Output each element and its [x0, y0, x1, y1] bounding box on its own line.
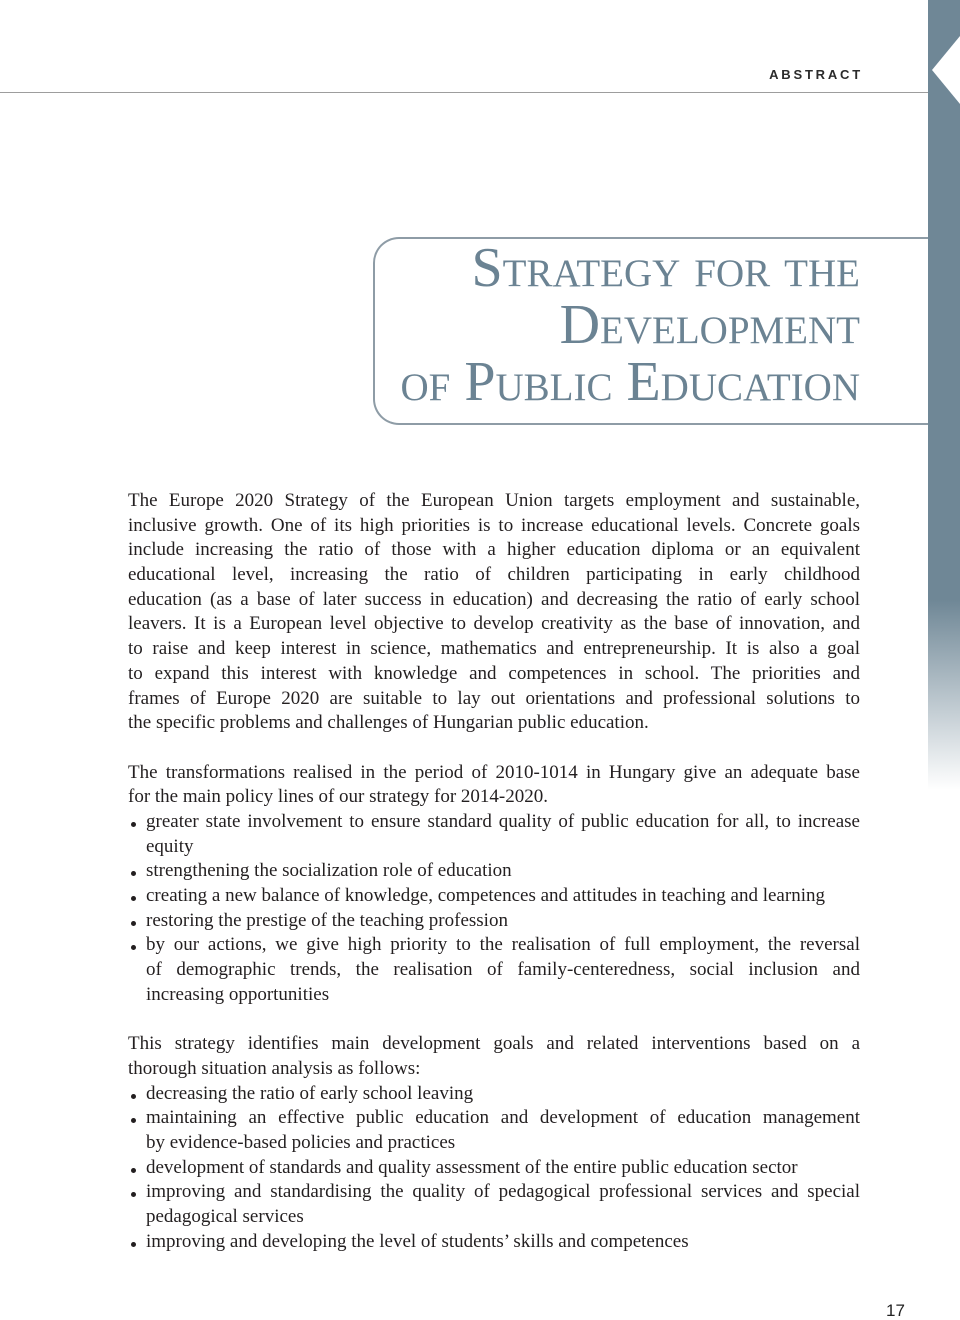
text-line: the specific problems and challenges of Hungarian public education.: [128, 712, 649, 734]
title-line: Development: [559, 294, 860, 356]
text-line: inclusive growth. One of its high priorities is to increase educational levels. Concrete goals: [128, 514, 860, 536]
title-line: of Public Education: [400, 351, 860, 413]
text-line: The Europe 2020 Strategy of the European Union targets employment and sustainable,: [128, 490, 860, 511]
list-item: [128, 859, 860, 884]
bullet-icon: [131, 945, 136, 950]
title-line: Strategy for the: [471, 237, 860, 299]
side-tab-notch-icon: [928, 0, 960, 140]
text-line: by our actions, we give high priority to the realisation of full employment, the reversal: [146, 934, 860, 956]
intro-paragraph: [128, 489, 860, 736]
list-item: [128, 1106, 860, 1155]
bullet-icon: [131, 1118, 136, 1123]
text-line: greater state involvement to ensure standard quality of public education for all, to increase: [146, 810, 860, 832]
bullet-icon: [131, 1192, 136, 1197]
text-line: thorough situation analysis as follows:: [128, 1057, 421, 1079]
body-text: [128, 489, 860, 1254]
text-line: development of standards and quality assessment of the entire public education sector: [146, 1156, 798, 1178]
list-item: [128, 933, 860, 1007]
goals-section: [128, 1032, 860, 1254]
text-line: to expand this interest with knowledge and competences in school. The priorities and: [128, 662, 860, 684]
text-line: creating a new balance of knowledge, competences and attitudes in teaching and learning: [146, 885, 825, 906]
text-line: restoring the prestige of the teaching profession: [146, 909, 508, 931]
list-item: [128, 1156, 860, 1181]
page-number: 17: [886, 1301, 905, 1320]
bullet-icon: [131, 1168, 136, 1173]
section-label: ABSTRACT: [769, 67, 863, 82]
text-line: The transformations realised in the period of 2010-1014 in Hungary give an adequate base: [128, 761, 860, 783]
list-item: [128, 1180, 860, 1229]
text-line: include increasing the ratio of those with a higher education diploma or an equivalent: [128, 539, 860, 561]
list-item: [128, 909, 860, 934]
bullet-icon: [131, 871, 136, 876]
bullet-icon: [131, 822, 136, 827]
bullet-icon: [131, 1094, 136, 1099]
text-line: for the main policy lines of our strategy for 2014-2020.: [128, 786, 549, 808]
text-line: of demographic trends, the realisation of family-centeredness, social inclusion and: [146, 959, 860, 981]
text-line: increasing opportunities: [146, 983, 330, 1005]
list-item: [128, 810, 860, 859]
text-line: This strategy identifies main development goals and related interventions based on a: [128, 1033, 860, 1055]
bullet-icon: [131, 1242, 136, 1247]
text-line: strengthening the socialization role of education: [146, 860, 512, 882]
text-line: education (as a base of later success in education) and decreasing the ratio of early school: [128, 588, 860, 610]
text-line: educational level, increasing the ratio of children participating in early childhood: [128, 564, 860, 586]
text-line: to raise and keep interest in science, mathematics and entrepreneurship. It is also a goal: [128, 638, 860, 660]
text-line: improving and developing the level of students’ skills and competences: [146, 1230, 689, 1252]
bullet-icon: [131, 896, 136, 901]
text-line: frames of Europe 2020 are suitable to lay out orientations and professional solutions to: [128, 687, 860, 709]
text-line: decreasing the ratio of early school leaving: [146, 1082, 474, 1104]
text-line: maintaining an effective public education and development of education management: [146, 1107, 860, 1129]
side-accent-bar: [928, 0, 960, 800]
header-rule: [0, 92, 928, 93]
text-line: improving and standardising the quality of pedagogical professional services and special: [146, 1181, 860, 1203]
list-item: [128, 1230, 860, 1255]
text-line: by evidence-based policies and practices: [146, 1131, 456, 1153]
bullet-icon: [131, 921, 136, 926]
transformations-section: [128, 761, 860, 1008]
list-item: [128, 1082, 860, 1107]
text-line: leavers. It is a European level objective to develop creativity as the base of innovation, and: [128, 613, 860, 635]
text-line: pedagogical services: [146, 1205, 304, 1227]
list-item: [128, 884, 860, 909]
text-line: equity: [146, 835, 194, 857]
page-title: [300, 237, 860, 413]
